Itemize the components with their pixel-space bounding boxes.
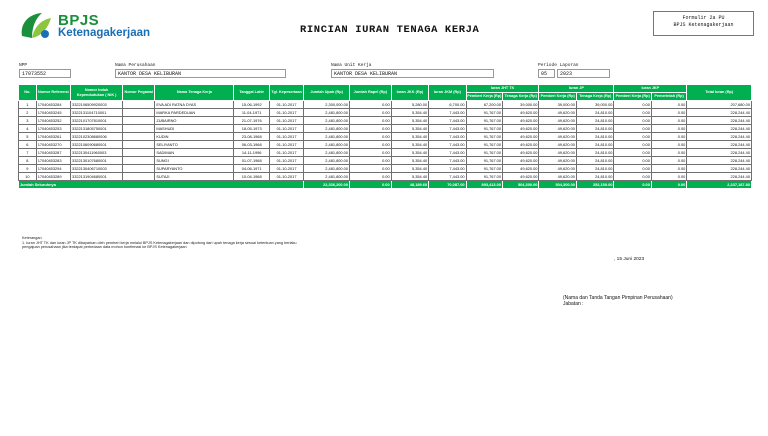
cell-jkp-employer: 0.00 xyxy=(614,149,651,157)
cell-jkp-employer: 0.00 xyxy=(614,109,651,117)
cell-reference: 17040453252 xyxy=(36,117,70,125)
cell-jht-employer: 91,767.00 xyxy=(466,133,502,141)
cell-no: 9 xyxy=(19,165,37,173)
cell-total: 207,680.00 xyxy=(687,101,752,109)
header-name: Nama Tenaga Kerja xyxy=(155,85,234,101)
header-jp-employer: Pemberi Kerja (Rp) xyxy=(539,93,576,101)
cell-jht-worker: 49,620.00 xyxy=(503,125,539,133)
notes-line-2: pengajuan perusahaan jika terdapat perbedaan data mohon konfirmasi ke BPJS Ketenagakerjaan xyxy=(22,245,187,250)
cell-rapel: 0.00 xyxy=(350,125,392,133)
cell-jkp-employer: 0.00 xyxy=(614,141,651,149)
notes-heading: Keterangan xyxy=(22,236,42,240)
cell-birth-date: 10-04-1968 xyxy=(234,173,269,181)
cell-employee-number xyxy=(123,101,155,109)
total-jht-employer: 893,413.00 xyxy=(466,181,502,189)
header-jht-worker: Tenaga Kerja (Rp) xyxy=(503,93,539,101)
signature-caption: (Nama dan Tanda Tangan Pimpinan Perusahaan) xyxy=(563,295,673,301)
cell-jkp-employer: 0.00 xyxy=(614,157,651,165)
cell-wage: 2,300,000.00 xyxy=(304,101,350,109)
cell-employee-number xyxy=(123,157,155,165)
cell-membership-date: 01-10-2017 xyxy=(269,101,303,109)
header-jp-worker: Tenaga Kerja (Rp) xyxy=(576,93,613,101)
table-row xyxy=(19,165,752,173)
cell-jkp-government: 0.00 xyxy=(651,149,686,157)
cell-jkk: 5,280.00 xyxy=(391,101,428,109)
cell-jkm: 6,700.00 xyxy=(429,101,466,109)
cell-jp-worker: 24,810.00 xyxy=(576,157,613,165)
cell-jp-employer: 49,620.00 xyxy=(539,125,576,133)
cell-jht-worker: 49,620.00 xyxy=(503,173,539,181)
cell-reference: 17040453270 xyxy=(36,141,70,149)
cell-jp-employer: 49,620.00 xyxy=(539,173,576,181)
cell-nik: 3322101707810001 xyxy=(71,117,123,125)
header-rapel: Jumlah Rapel (Rp) xyxy=(350,85,392,101)
cell-membership-date: 01-10-2017 xyxy=(269,117,303,125)
cell-jht-employer: 91,767.00 xyxy=(466,117,502,125)
page-title: RINCIAN IURAN TENAGA KERJA xyxy=(300,24,480,36)
notes-line-1: 1. Iuran JHT TK dan iuran JP TK dibayarkan oleh pemberi kerja melalui BPJS Ketenagakerjaan dan dipotong dari upah tenaga kerja sesuai ketentuan yang berlaku xyxy=(22,240,297,245)
cell-jht-worker: 49,620.00 xyxy=(503,149,539,157)
cell-total: 228,244.40 xyxy=(687,141,752,149)
cell-rapel: 0.00 xyxy=(350,165,392,173)
cell-birth-date: 14-11-1996 xyxy=(234,149,269,157)
cell-jp-employer: 49,620.00 xyxy=(539,165,576,173)
cell-jkk: 5,354.40 xyxy=(391,125,428,133)
cell-jht-employer: 91,767.00 xyxy=(466,125,502,133)
cell-wage: 2,481,800.00 xyxy=(304,165,350,173)
cell-jp-worker: 24,810.00 xyxy=(576,117,613,125)
header-nik: Nomor Induk Kependudukan ( NIK ) xyxy=(71,85,123,101)
header-jp-group: Iuran JP xyxy=(539,85,614,93)
header-jht-employer: Pemberi Kerja (Rp) xyxy=(466,93,502,101)
cell-jkp-employer: 0.00 xyxy=(614,101,651,109)
cell-nik: 3322131805750001 xyxy=(71,125,123,133)
cell-total: 228,244.40 xyxy=(687,125,752,133)
cell-jkp-government: 0.00 xyxy=(651,101,686,109)
cell-reference: 17040453245 xyxy=(36,109,70,117)
cell-jkk: 5,354.40 xyxy=(391,133,428,141)
unit-label: Nama Unit Kerja xyxy=(331,63,372,68)
header-birth-date: Tanggal Lahir xyxy=(234,85,269,101)
total-wage: 22,336,200.00 xyxy=(304,181,350,189)
notes-block xyxy=(22,236,302,250)
cell-jkm: 7,443.00 xyxy=(429,173,466,181)
cell-employee-number xyxy=(123,117,155,125)
table-row xyxy=(19,173,752,181)
header-wage: Jumlah Upah (Rp) xyxy=(304,85,350,101)
cell-name: MARKA PARDEDUAN xyxy=(155,109,234,117)
cell-total: 228,244.40 xyxy=(687,109,752,117)
cell-jht-worker: 49,620.00 xyxy=(503,165,539,173)
cell-jp-employer: 39,000.00 xyxy=(539,101,576,109)
cell-membership-date: 01-10-2017 xyxy=(269,141,303,149)
cell-membership-date: 01-10-2017 xyxy=(269,173,303,181)
cell-jkk: 5,354.40 xyxy=(391,173,428,181)
cell-jkm: 7,443.00 xyxy=(429,125,466,133)
cell-no: 6 xyxy=(19,141,37,149)
cell-jkp-government: 0.00 xyxy=(651,165,686,173)
header-jkm: Iuran JKM (Rp) xyxy=(429,85,466,101)
cell-no: 1 xyxy=(19,101,37,109)
table-row xyxy=(19,141,752,149)
cell-jp-worker: 24,810.00 xyxy=(576,141,613,149)
cell-membership-date: 01-10-2017 xyxy=(269,149,303,157)
cell-jkm: 7,443.00 xyxy=(429,149,466,157)
cell-rapel: 0.00 xyxy=(350,173,392,181)
cell-rapel: 0.00 xyxy=(350,109,392,117)
company-field[interactable]: KANTOR DESA KELIBURAN xyxy=(115,69,286,78)
total-jp-worker: 252,150.00 xyxy=(576,181,613,189)
header-total: Total Iuran (Rp) xyxy=(687,85,752,101)
cell-wage: 2,481,800.00 xyxy=(304,149,350,157)
cell-jp-worker: 24,810.00 xyxy=(576,109,613,117)
table-row xyxy=(19,133,752,141)
cell-membership-date: 01-10-2017 xyxy=(269,125,303,133)
cell-employee-number xyxy=(123,125,155,133)
cell-jht-worker: 39,000.00 xyxy=(503,101,539,109)
cell-birth-date: 18-05-1973 xyxy=(234,125,269,133)
cell-jht-employer: 67,200.00 xyxy=(466,101,502,109)
cell-jht-worker: 49,620.00 xyxy=(503,117,539,125)
npp-field[interactable]: 17073552 xyxy=(19,69,71,78)
form-code-line1: Formulir 2a PU xyxy=(682,15,725,21)
cell-jp-employer: 49,620.00 xyxy=(539,141,576,149)
cell-jkk: 5,354.40 xyxy=(391,149,428,157)
cell-rapel: 0.00 xyxy=(350,149,392,157)
cell-name: SUNGI xyxy=(155,157,234,165)
total-label: Jumlah Seluruhnya xyxy=(19,181,304,189)
cell-jp-worker: 24,810.00 xyxy=(576,125,613,133)
cell-no: 2 xyxy=(19,109,37,117)
total-jkp-government: 0.00 xyxy=(651,181,686,189)
cell-jkp-government: 0.00 xyxy=(651,141,686,149)
cell-jp-employer: 49,620.00 xyxy=(539,109,576,117)
table-row xyxy=(19,101,752,109)
cell-jp-employer: 49,620.00 xyxy=(539,117,576,125)
contribution-table xyxy=(18,84,752,189)
cell-rapel: 0.00 xyxy=(350,101,392,109)
cell-jp-employer: 49,620.00 xyxy=(539,149,576,157)
cell-employee-number xyxy=(123,165,155,173)
cell-reference: 17040453253 xyxy=(36,125,70,133)
cell-birth-date: 21-07-1976 xyxy=(234,117,269,125)
cell-name: MASHUDI xyxy=(155,125,234,133)
logo-subtitle-text: Ketenagakerjaan xyxy=(58,27,151,39)
cell-birth-date: 01-07-1968 xyxy=(234,157,269,165)
cell-jkp-government: 0.00 xyxy=(651,125,686,133)
cell-jkp-employer: 0.00 xyxy=(614,125,651,133)
cell-jkp-government: 0.00 xyxy=(651,157,686,165)
company-label: Nama Perusahaan xyxy=(115,63,156,68)
cell-birth-date: 11-04-1971 xyxy=(234,109,269,117)
cell-wage: 2,481,800.00 xyxy=(304,133,350,141)
cell-membership-date: 01-10-2017 xyxy=(269,133,303,141)
cell-birth-date: 04-06-1971 xyxy=(234,165,269,173)
cell-jp-worker: 24,810.00 xyxy=(576,133,613,141)
cell-total: 228,244.40 xyxy=(687,133,752,141)
cell-wage: 2,481,800.00 xyxy=(304,173,350,181)
cell-jkk: 5,354.40 xyxy=(391,165,428,173)
cell-jkp-government: 0.00 xyxy=(651,173,686,181)
cell-birth-date: 15-06-1992 xyxy=(234,101,269,109)
cell-name: KUDIN xyxy=(155,133,234,141)
header-no: No. xyxy=(19,85,37,101)
cell-jkm: 7,443.00 xyxy=(429,117,466,125)
header-jkp-employer: Pemberi Kerja (Rp) xyxy=(614,93,651,101)
table-row xyxy=(19,117,752,125)
header-jkk: Iuran JKK (Rp) xyxy=(391,85,428,101)
cell-jkk: 5,354.40 xyxy=(391,117,428,125)
cell-birth-date: 06-03-1968 xyxy=(234,141,269,149)
cell-total: 228,244.40 xyxy=(687,173,752,181)
cell-jht-employer: 91,767.00 xyxy=(466,173,502,181)
cell-jkp-government: 0.00 xyxy=(651,109,686,117)
logo-brand-text: BPJS xyxy=(58,12,100,29)
cell-reference: 17040453294 xyxy=(36,165,70,173)
cell-jht-employer: 91,767.00 xyxy=(466,157,502,165)
total-rapel: 0.00 xyxy=(350,181,392,189)
total-jp-employer: 504,300.00 xyxy=(539,181,576,189)
table-row xyxy=(19,125,752,133)
signature-block xyxy=(563,296,673,307)
cell-no: 3 xyxy=(19,117,37,125)
cell-nik: 3322102308680006 xyxy=(71,133,123,141)
cell-jkp-government: 0.00 xyxy=(651,133,686,141)
cell-nik: 3322106509920003 xyxy=(71,101,123,109)
table-body xyxy=(19,101,752,181)
position-label: Jabatan : xyxy=(563,300,584,307)
cell-name: SELIYANTO xyxy=(155,141,234,149)
total-grand: 2,337,187.80 xyxy=(687,181,752,189)
cell-rapel: 0.00 xyxy=(350,157,392,165)
cell-jht-worker: 49,620.00 xyxy=(503,133,539,141)
cell-wage: 2,481,800.00 xyxy=(304,117,350,125)
header-jkp-government: Pemerintah (Rp) xyxy=(651,93,686,101)
place-date: , 15 Juni 2023 xyxy=(614,257,645,262)
cell-name: SUTAJI xyxy=(155,173,234,181)
bpjs-leaf-icon xyxy=(18,10,54,42)
period-year-field[interactable]: 2023 xyxy=(557,69,610,78)
cell-nik: 3322130107680001 xyxy=(71,157,123,165)
cell-no: 8 xyxy=(19,157,37,165)
cell-jkk: 5,354.40 xyxy=(391,141,428,149)
table-row xyxy=(19,109,752,117)
cell-reference: 17040453289 xyxy=(36,173,70,181)
cell-jht-employer: 91,767.00 xyxy=(466,109,502,117)
header-membership-date: Tgl. Kepesertaan xyxy=(269,85,303,101)
cell-total: 228,244.40 xyxy=(687,165,752,173)
cell-wage: 2,481,800.00 xyxy=(304,125,350,133)
total-jkm: 70,087.00 xyxy=(429,181,466,189)
cell-name: SADIMAN xyxy=(155,149,234,157)
cell-name: ZUBAIRNO xyxy=(155,117,234,125)
cell-jkm: 7,443.00 xyxy=(429,165,466,173)
cell-jkp-employer: 0.00 xyxy=(614,117,651,125)
cell-membership-date: 01-10-2017 xyxy=(269,109,303,117)
cell-rapel: 0.00 xyxy=(350,133,392,141)
cell-no: 10 xyxy=(19,173,37,181)
cell-birth-date: 23-08-1968 xyxy=(234,133,269,141)
cell-total: 228,244.40 xyxy=(687,117,752,125)
unit-field[interactable]: KANTOR DESA KELIBURAN xyxy=(331,69,494,78)
cell-employee-number xyxy=(123,149,155,157)
period-month-field[interactable]: 05 xyxy=(538,69,555,78)
header-employee-number: Nomor Pegawai xyxy=(123,85,155,101)
cell-jht-employer: 91,767.00 xyxy=(466,149,502,157)
cell-name: SUPARYANTO xyxy=(155,165,234,173)
cell-jkk: 5,354.40 xyxy=(391,109,428,117)
cell-membership-date: 01-10-2017 xyxy=(269,157,303,165)
cell-nik: 3322106090680001 xyxy=(71,141,123,149)
cell-jkm: 7,443.00 xyxy=(429,109,466,117)
cell-jp-employer: 49,620.00 xyxy=(539,133,576,141)
header-jht-group: Iuran JHT TK xyxy=(466,85,539,93)
cell-rapel: 0.00 xyxy=(350,141,392,149)
cell-jkp-employer: 0.00 xyxy=(614,173,651,181)
period-label: Periode Laporan xyxy=(538,63,579,68)
total-jkp-employer: 0.00 xyxy=(614,181,651,189)
table-total xyxy=(19,181,752,189)
cell-wage: 2,481,800.00 xyxy=(304,157,350,165)
cell-employee-number xyxy=(123,173,155,181)
cell-jht-employer: 91,767.00 xyxy=(466,165,502,173)
cell-jht-employer: 91,767.00 xyxy=(466,141,502,149)
cell-total: 228,244.40 xyxy=(687,149,752,157)
table-row xyxy=(19,157,752,165)
cell-reference: 17040453284 xyxy=(36,101,70,109)
cell-jp-employer: 49,620.00 xyxy=(539,157,576,165)
cell-no: 7 xyxy=(19,149,37,157)
cell-nik: 3322130411960003 xyxy=(71,149,123,157)
cell-jkp-employer: 0.00 xyxy=(614,165,651,173)
table-row xyxy=(19,149,752,157)
total-jht-worker: 504,300.00 xyxy=(503,181,539,189)
cell-nik: 3322131904680001 xyxy=(71,173,123,181)
npp-label: NPP xyxy=(19,63,28,68)
cell-jp-worker: 39,000.00 xyxy=(576,101,613,109)
cell-reference: 17040453287 xyxy=(36,149,70,157)
total-row xyxy=(19,181,752,189)
cell-wage: 2,481,800.00 xyxy=(304,109,350,117)
cell-membership-date: 01-10-2017 xyxy=(269,165,303,173)
cell-no: 4 xyxy=(19,125,37,133)
cell-jp-worker: 24,810.00 xyxy=(576,149,613,157)
cell-employee-number xyxy=(123,141,155,149)
cell-no: 5 xyxy=(19,133,37,141)
cell-jkm: 7,443.00 xyxy=(429,157,466,165)
cell-nik: 3322131104710001 xyxy=(71,109,123,117)
total-jkk: 48,189.60 xyxy=(391,181,428,189)
cell-nik: 3322130406710003 xyxy=(71,165,123,173)
cell-jkk: 5,354.40 xyxy=(391,157,428,165)
cell-jht-worker: 49,620.00 xyxy=(503,141,539,149)
cell-rapel: 0.00 xyxy=(350,117,392,125)
cell-name: EVA ADI RATNA DYAS xyxy=(155,101,234,109)
cell-jht-worker: 49,620.00 xyxy=(503,157,539,165)
cell-jkm: 7,443.00 xyxy=(429,141,466,149)
form-code-line2: BPJS Ketenagakerjaan xyxy=(673,22,734,28)
cell-employee-number xyxy=(123,109,155,117)
form-code-box xyxy=(653,11,754,36)
cell-jkp-government: 0.00 xyxy=(651,117,686,125)
cell-jkp-employer: 0.00 xyxy=(614,133,651,141)
cell-jht-worker: 49,620.00 xyxy=(503,109,539,117)
cell-employee-number xyxy=(123,133,155,141)
cell-reference: 17040453283 xyxy=(36,157,70,165)
cell-total: 228,244.40 xyxy=(687,157,752,165)
bpjs-logo xyxy=(18,10,150,42)
cell-jp-worker: 24,810.00 xyxy=(576,165,613,173)
cell-reference: 17040453261 xyxy=(36,133,70,141)
cell-wage: 2,481,800.00 xyxy=(304,141,350,149)
cell-jkm: 7,443.00 xyxy=(429,133,466,141)
header-reference: Nomor Referensi xyxy=(36,85,70,101)
cell-jp-worker: 24,810.00 xyxy=(576,173,613,181)
header-jkp-group: Iuran JKP xyxy=(614,85,687,93)
